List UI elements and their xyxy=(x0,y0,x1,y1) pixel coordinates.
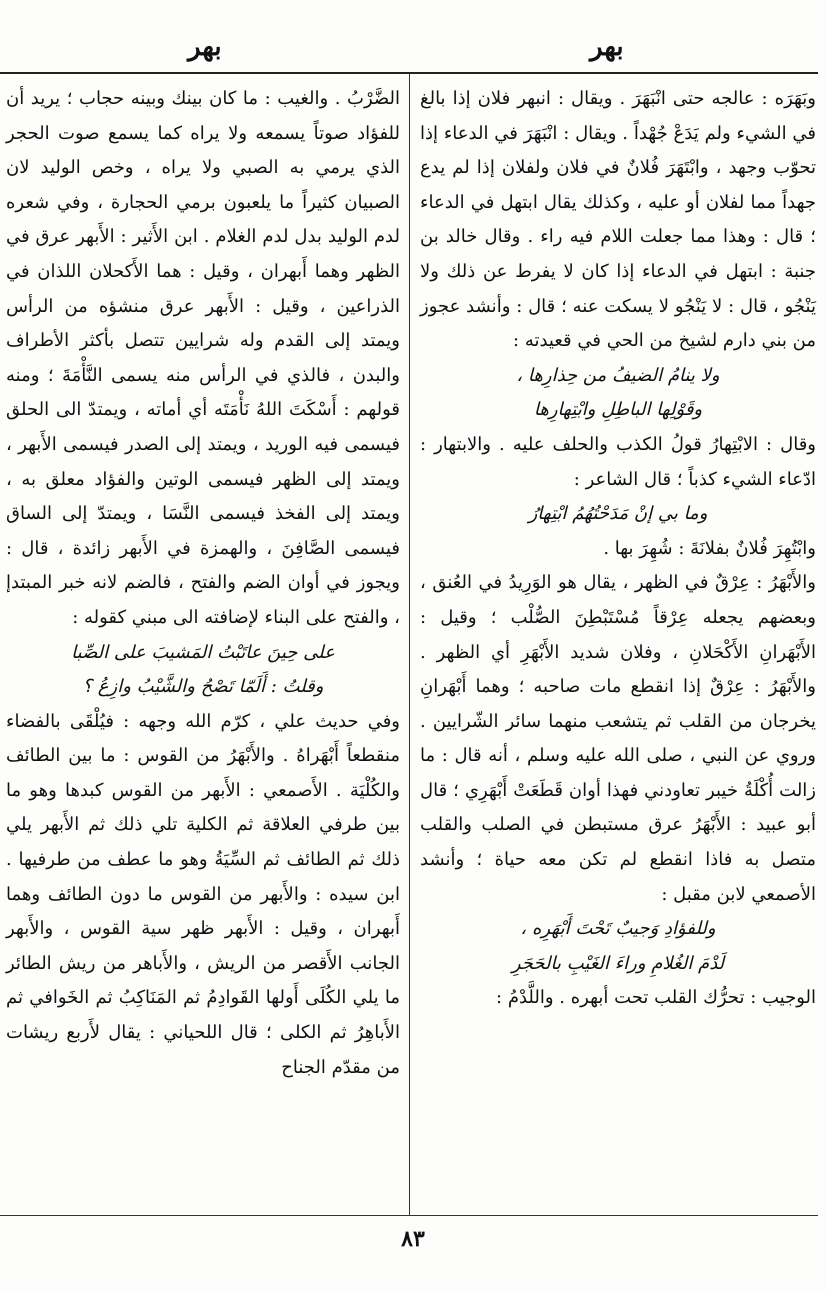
paragraph: وفي حديث علي ، كرّم الله وجهه : فيُلْقَى بالفضاء منقطعاً أَبْهَراهُ . والأَبْهَرُ من القوس : ما بين الطائف والكُلْيَة . الأَصمعي : الأَبهر من القوس كبدها وهو ما بين طرفي العلاقة ثم الكلية تلي ذلك ثم الأَبهر يلي ذلك ثم الطائف ثم السِّيَةُ وهو ما عطف من طرفيها . ابن سيده : والأَبهر من القوس ما دون الطائف وهما أَبهران ، وقيل : الأَبهر ظهر سية القوس ، والأَبهر الجانب الأَقصر من الريش ، والأَباهر من ريش الطائر ما يلي الكُلَى أَولها القَوادِمُ ثم المَنَاكِبُ ثم الخَوافي ثم الأَباهِرُ ثم الكلى ؛ قال اللحياني : يقال لأَربع ريشات من مقدّم الجناح xyxy=(6,710,400,1078)
paragraph: وقال : الابْتِهارُ قولُ الكذب والحلف عليه . والابتهار : ادّعاء الشيء كذباً ؛ قال الشاعر : xyxy=(420,433,816,490)
verse-line: وقلتُ : أَلَمّا تَصْحُ والشَّيْبُ وازِعُ ؟ xyxy=(82,676,324,698)
verse-line: لَدْمَ الغُلامِ وراءَ الغَيْبِ بالحَجَرِ xyxy=(511,952,725,974)
paragraph: الضَّرْبُ . والغيب : ما كان بينك وبينه حجاب ؛ يريد أن للفؤاد صوتاً يسمعه ولا يراه كما يسمع صوت الحجر الذي يرمي به الصبي ولا يراه ، وخص الوليد لان الصبيان كثيراً ما يلعبون برمي الحجارة ، وفي شعره لدم الوليد بدل لدم الغلام . ابن الأَثير : الأَبهر عرق في الظهر وهما أَبهران ، وقيل : هما الأَكحلان اللذان في الذراعين ، وقيل : الأَبهر عرق منشؤه من الرأس ويمتد إلى القدم وله شرايين تتصل بأكثر الأطراف والبدن ، فالذي في الرأس منه يسمى النَّأْمَةَ ؛ ومنه قولهم : أَسْكَتَ اللهُ نَأْمَتَه أي أماته ، ويمتدّ الى الحلق فيسمى فيه الوريد ، ويمتد إلى الصدر فيسمى الأَبهر ، ويمتد إلى الظهر فيسمى الوتين والفؤاد معلق به ، ويمتد إلى الفخذ فيسمى النَّسَا ، ويمتدّ إلى الساق فيسمى الصَّافِنَ ، والهمزة في الأَبهر زائدة ، قال : ويجوز في أوان الضم والفتح ، فالضم لانه خبر المبتدإ ، والفتح على البناء لإضافته الى مبني كقوله : xyxy=(6,88,400,628)
page-number: ٨٣ xyxy=(401,1226,425,1252)
paragraph: الوجيب : تحرُّك القلب تحت أبهره . واللَّدْمُ : xyxy=(496,987,816,1009)
verse-line: وما بي إنْ مَدَحْتُهُمُ ابْتِهارُ xyxy=(528,503,708,525)
verse-line: وقَوْلِها الباطِلِ وابْتِهارِها xyxy=(533,399,703,421)
running-head-right: بهر xyxy=(590,32,624,62)
verse-line: على حِينَ عاتَبْتُ المَشيبَ على الصِّبا xyxy=(71,641,335,663)
verse-line: ولا ينامُ الضيفُ من حِذارِها ، xyxy=(516,364,720,386)
right-column xyxy=(420,82,816,1016)
paragraph: والأَبْهَرُ : عِرْقٌ في الظهر ، يقال هو الوَرِيدُ في العُنق ، وبعضهم يجعله عِرْقاً مُسْتَبْطِنَ الصُّلْب ؛ وقيل : الأَبْهَرانِ الأَكْحَلانِ ، وفلان شديد الأَبْهَرِ أي الظهر . والأَبْهَرُ : عِرْقٌ إذا انقطع مات صاحبه ؛ وهما أَبْهَرانِ يخرجان من القلب ثم يتشعب منهما سائر الشّرايين . وروي عن النبي ، صلى الله عليه وسلم ، أنه قال : ما زالت أُكْلَةُ خيبر تعاودني فهذا أوان قَطَعَتْ أَبْهَرِي ؛ قال أبو عبيد : الأَبْهَرُ عرق مستبطن في الصلب والقلب متصل به فاذا انقطع لم تكن معه حياة ؛ وأنشد الأصمعي لابن مقبل : xyxy=(420,572,816,905)
left-column xyxy=(6,82,400,1085)
paragraph: وبَهَرَه : عالجه حتى انْبَهَرَ . ويقال : انبهر فلان إذا بالغ في الشيء ولم يَدَعْ جُهْداً . ويقال : انْبَهَرَ في الدعاء إذا تحوّب وجهد ، وابْتَهَرَ فُلانٌ في فلان ولفلان إذا لم يدع جهداً مما لفلان أو عليه ، وكذلك يقال ابتهل في الدعاء ؛ قال : وهذا مما جعلت اللام فيه راء . وقال خالد بن جنبة : ابتهل في الدعاء إذا كان لا يفرط عن ذلك ولا يَنْجُو ، قال : لا يَنْجُو لا يسكت عنه ؛ قال : وأنشد عجوز من بني دارم لشيخ من الحي في قعيدته : xyxy=(420,88,816,352)
verse-line: وللفؤادِ وَجيبٌ تَحْتَ أَبْهَرِه ، xyxy=(520,918,716,940)
paragraph: وابْتُهِرَ فُلانٌ بفلانَةَ : شُهِرَ بها . xyxy=(603,537,816,559)
running-head-left: بهر xyxy=(188,32,222,62)
column-divider xyxy=(409,74,410,1215)
footer-rule xyxy=(0,1215,818,1216)
